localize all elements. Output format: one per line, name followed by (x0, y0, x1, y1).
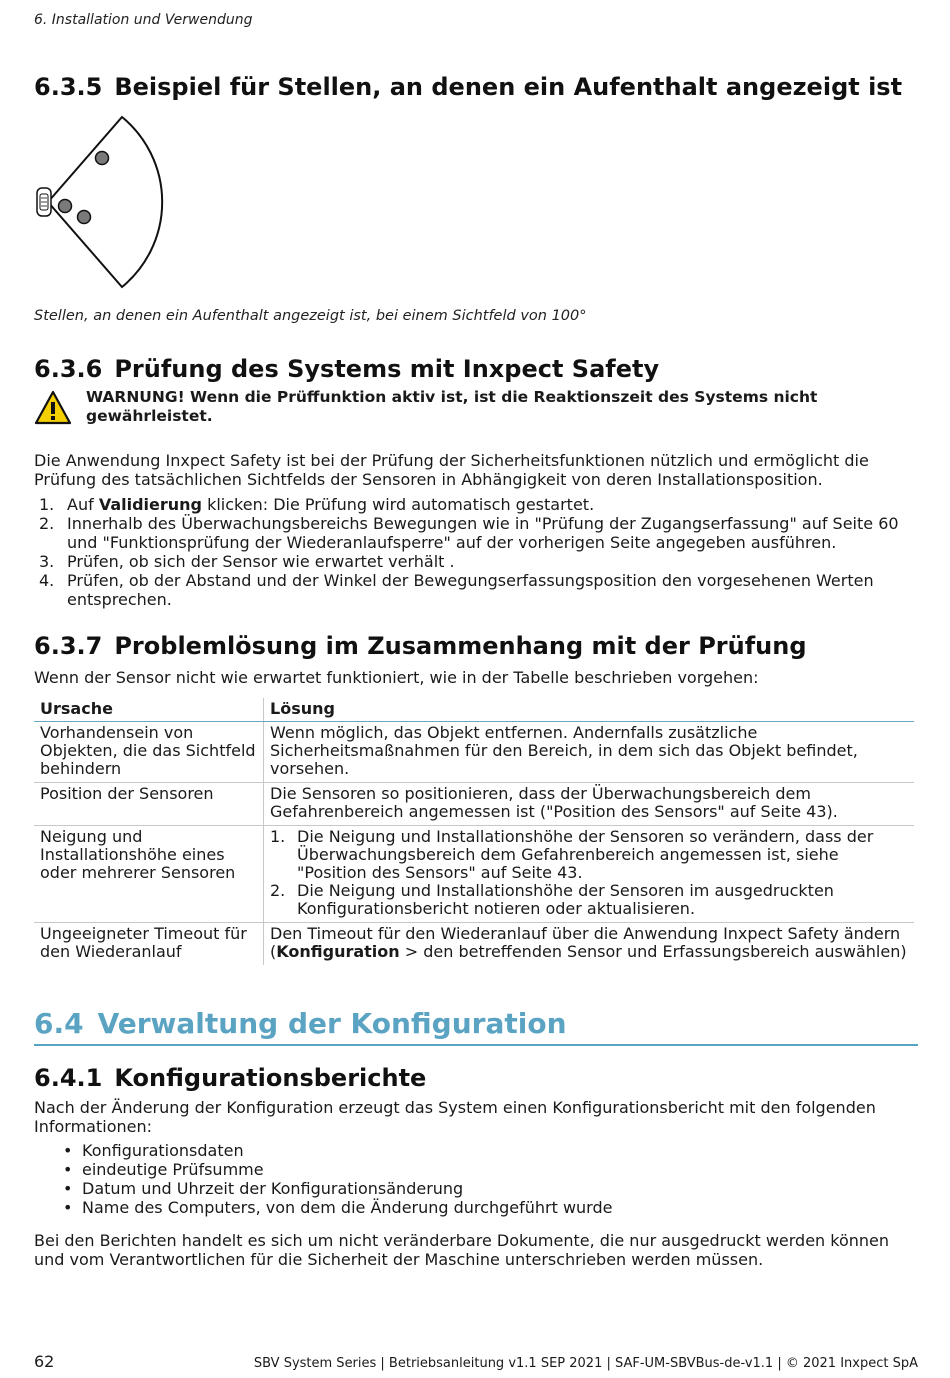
table-header-row (34, 698, 914, 722)
paragraph: Die Anwendung Inxpect Safety ist bei der Prüfung der Sicherheitsfunktionen nützlich und ermöglicht die Prüfung des tatsächlichen Sichtfelds der Sensoren in Abhängigkeit von deren Installationsposition. (34, 451, 869, 489)
cause-cell: Vorhandensein von Objekten, die das Sichtfeld behindern (34, 722, 264, 783)
report-contents-list (34, 1141, 612, 1217)
section-number: 6.3.7 (34, 632, 103, 660)
cause-cell: Ungeeigneter Timeout für den Wiederanlauf (34, 923, 264, 966)
presence-point (78, 211, 91, 224)
section-number: 6.4 (34, 1007, 84, 1040)
table-row (34, 783, 914, 826)
solution-cell: Wenn möglich, das Objekt entfernen. Andernfalls zusätzliche Sicherheitsmaßnahmen für den Bereich, in dem sich das Objekt befindet, vorsehen. (264, 722, 915, 783)
section-title: Konfigurationsberichte (114, 1064, 427, 1092)
table-row (34, 923, 914, 966)
list-item: 3. Prüfen, ob sich der Sensor wie erwartet verhält . (39, 552, 455, 571)
section-title: Prüfung des Systems mit Inxpect Safety (114, 355, 660, 383)
section-number: 6.3.5 (34, 73, 103, 101)
solution-cell (264, 826, 915, 923)
paragraph: Nach der Änderung der Konfiguration erzeugt das System einen Konfigurationsbericht mit den folgenden Informationen: (34, 1098, 876, 1136)
section-title: Problemlösung im Zusammenhang mit der Prüfung (114, 632, 807, 660)
column-header: Lösung (264, 698, 915, 722)
list-item: • Datum und Uhrzeit der Konfigurationsänderung (34, 1179, 612, 1198)
field-of-view-diagram (34, 112, 174, 292)
ui-label-konfiguration: Konfiguration (276, 942, 400, 961)
section-6-3-5-heading (34, 73, 902, 101)
procedure-steps (34, 495, 918, 609)
troubleshooting-table (34, 698, 914, 965)
list-item: 1. Auf Validierung klicken: Die Prüfung wird automatisch gestartet. (39, 495, 595, 514)
section-6-4-1-heading (34, 1064, 426, 1092)
section-6-3-6-heading (34, 355, 659, 383)
ui-label-validierung: Validierung (98, 495, 202, 514)
page-number: 62 (34, 1352, 55, 1371)
table-row (34, 826, 914, 923)
presence-point (59, 200, 72, 213)
cause-cell: Position der Sensoren (34, 783, 264, 826)
section-number: 6.3.6 (34, 355, 103, 383)
list-item: 4. Prüfen, ob der Abstand und der Winkel der Bewegungserfassungsposition den vorgesehenen Werten entsprechen. (39, 571, 874, 609)
section-title: Verwaltung der Konfiguration (97, 1007, 567, 1040)
warning-triangle-icon (34, 390, 72, 426)
warning-text: WARNUNG! Wenn die Prüffunktion aktiv ist, ist die Reaktionszeit des Systems nicht gewährleistet. (86, 388, 818, 425)
solution-cell: Den Timeout für den Wiederanlauf über die Anwendung Inxpect Safety ändern (Konfiguration > den betreffenden Sensor und Erfassungsbereich auswählen) (270, 924, 907, 961)
paragraph: Bei den Berichten handelt es sich um nicht veränderbare Dokumente, die nur ausgedruckt werden können und vom Verantwortlichen für die Sicherheit der Maschine unterschrieben werden müssen. (34, 1231, 890, 1269)
running-head: 6. Installation und Verwendung (34, 12, 253, 28)
presence-point (96, 152, 109, 165)
column-header: Ursache (34, 698, 264, 722)
solution-steps (270, 828, 908, 918)
list-item: • Konfigurationsdaten (34, 1141, 612, 1160)
paragraph: Wenn der Sensor nicht wie erwartet funktioniert, wie in der Tabelle beschrieben vorgehen: (34, 668, 759, 687)
section-6-4-heading (34, 1006, 918, 1046)
footer-text: SBV System Series | Betriebsanleitung v1.1 SEP 2021 | SAF-UM-SBVBus-de-v1.1 | © 2021 Inxpect SpA (253, 1356, 918, 1371)
section-title: Beispiel für Stellen, an denen ein Aufenthalt angezeigt ist (114, 73, 903, 101)
sensor-field-of-view-figure (34, 112, 174, 292)
solution-cell: Die Sensoren so positionieren, dass der Überwachungsbereich dem Gefahrenbereich angemessen ist ("Position des Sensors" auf Seite 43). (264, 783, 915, 826)
list-item: • eindeutige Prüfsumme (34, 1160, 612, 1179)
section-number: 6.4.1 (34, 1064, 103, 1092)
list-item: 1. Die Neigung und Installationshöhe der Sensoren so verändern, dass der Überwachungsbereich dem Gefahrenbereich angemessen ist, siehe "Position des Sensors" auf Seite 43. (270, 827, 874, 882)
list-item: 2. Innerhalb des Überwachungsbereichs Bewegungen wie in "Prüfung der Zugangserfassung" auf Seite 60 und "Funktionsprüfung der Wiederanlaufsperre" auf der vorherigen Seite angegeben ausführen. (39, 514, 899, 552)
section-6-3-7-heading (34, 632, 807, 660)
list-item: • Name des Computers, von dem die Änderung durchgeführt wurde (34, 1198, 612, 1217)
sensor-icon (37, 188, 51, 216)
cause-cell: Neigung und Installationshöhe eines oder mehrerer Sensoren (34, 826, 264, 923)
list-item: 2. Die Neigung und Installationshöhe der Sensoren im ausgedruckten Konfigurationsbericht notieren oder aktualisieren. (270, 881, 834, 918)
warning-box (34, 388, 918, 428)
table-row (34, 722, 914, 783)
figure-caption: Stellen, an denen ein Aufenthalt angezeigt ist, bei einem Sichtfeld von 100° (34, 308, 587, 324)
